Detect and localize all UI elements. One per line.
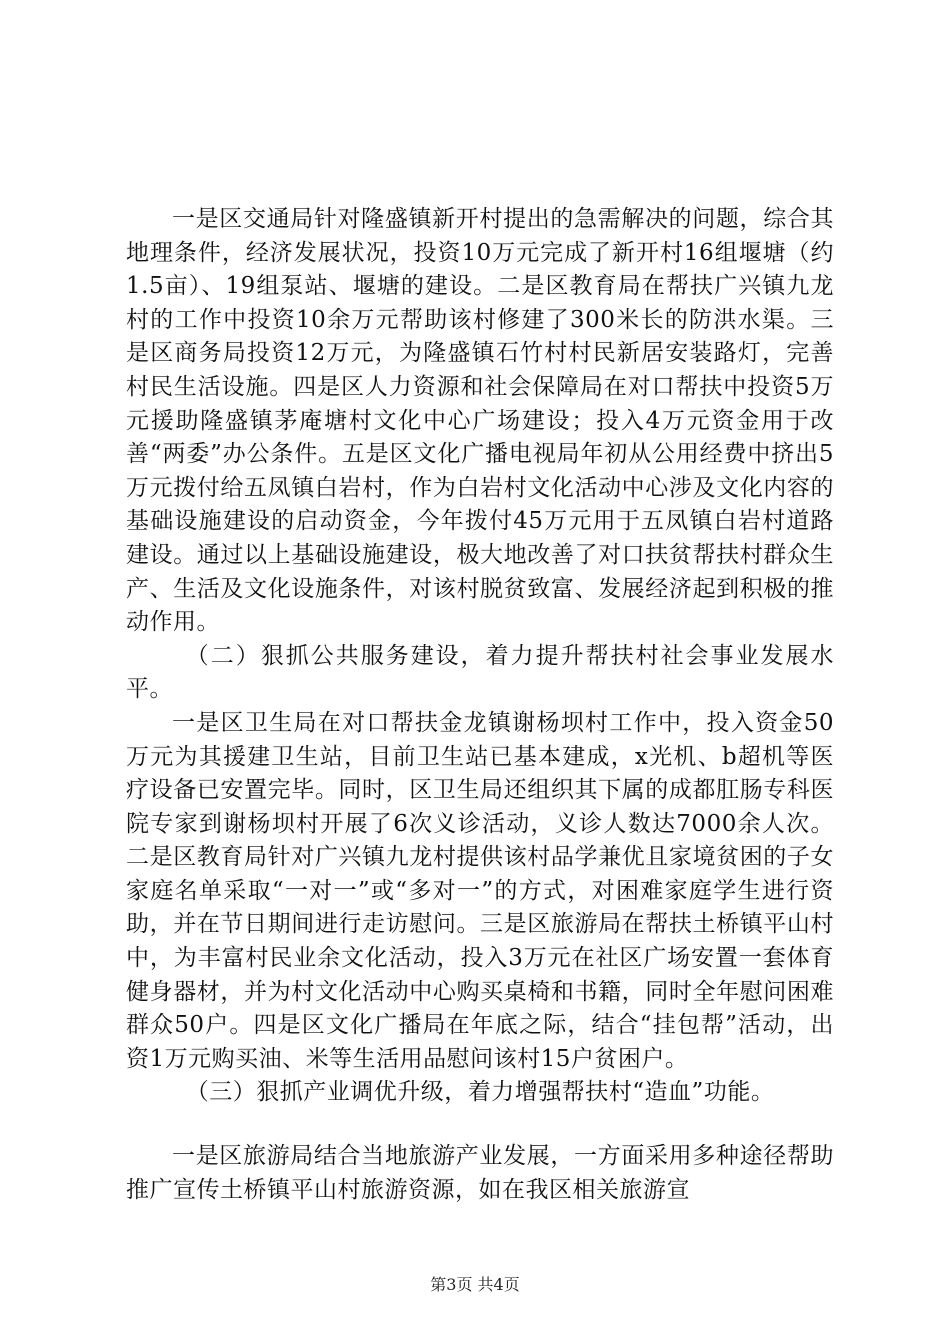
paragraph-infrastructure: 一是区交通局针对隆盛镇新开村提出的急需解决的问题，综合其地理条件，经济发展状况，投资10万元完成了新开村16组堰塘（约1.5亩）、19组泵站、堰塘的建设。二是区教育局在帮扶广兴镇九龙村的工作中投资10余万元帮助该村修建了300米长的防洪水渠。三是区商务局投资12万元，为隆盛镇石竹村村民新居安装路灯，完善村民生活设施。四是区人力资源和社会保障局在对口帮扶中投资5万元援助隆盛镇茅庵塘村文化中心广场建设；投入4万元资金用于改善“两委”办公条件。五是区文化广播电视局年初从公用经费中挤出5万元拨付给五凤镇白岩村，作为白岩村文化活动中心涉及文化内容的基础设施建设的启动资金，今年拨付45万元用于五凤镇白岩村道路建设。通过以上基础设施建设，极大地改善了对口扶贫帮扶村群众生产、生活及文化设施条件，对该村脱贫致富、发展经济起到积极的推动作用。 [126, 206, 834, 636]
section-heading-public-services: （二）狠抓公共服务建设，着力提升帮扶村社会事业发展水平。 [126, 642, 834, 703]
section-heading-industry: （三）狠抓产业调优升级，着力增强帮扶村“造血”功能。 [185, 1079, 775, 1106]
page-number-label: 第3页 共4页 [430, 1275, 520, 1294]
document-body [126, 203, 834, 1207]
page-footer [0, 1272, 950, 1295]
paragraph-spacer [126, 1110, 834, 1140]
paragraph-tourism: 一是区旅游局结合当地旅游产业发展，一方面采用多种途径帮助推广宣传土桥镇平山村旅游资源，如在我区相关旅游宣 [126, 1143, 834, 1203]
paragraph-public-services: 一是区卫生局在对口帮扶金龙镇谢杨坝村工作中，投入资金50万元为其援建卫生站，目前卫生站已基本建成，x光机、b超机等医疗设备已安置完毕。同时，区卫生局还组织其下属的成都肛肠专科医院专家到谢杨坝村开展了6次义诊活动，义诊人数达7000余人次。二是区教育局针对广兴镇九龙村提供该村品学兼优且家境贫困的子女家庭名单采取“一对一”或“多对一”的方式，对困难家庭学生进行资助，并在节日期间进行走访慰问。三是区旅游局在帮扶土桥镇平山村中，为丰富村民业余文化活动，投入3万元在社区广场安置一套体育健身器材，并为村文化活动中心购买桌椅和书籍，同时全年慰问困难群众50户。四是区文化广播局在年底之际，结合“挂包帮”活动，出资1万元购买油、米等生活用品慰问该村15户贫困户。 [126, 709, 834, 1072]
